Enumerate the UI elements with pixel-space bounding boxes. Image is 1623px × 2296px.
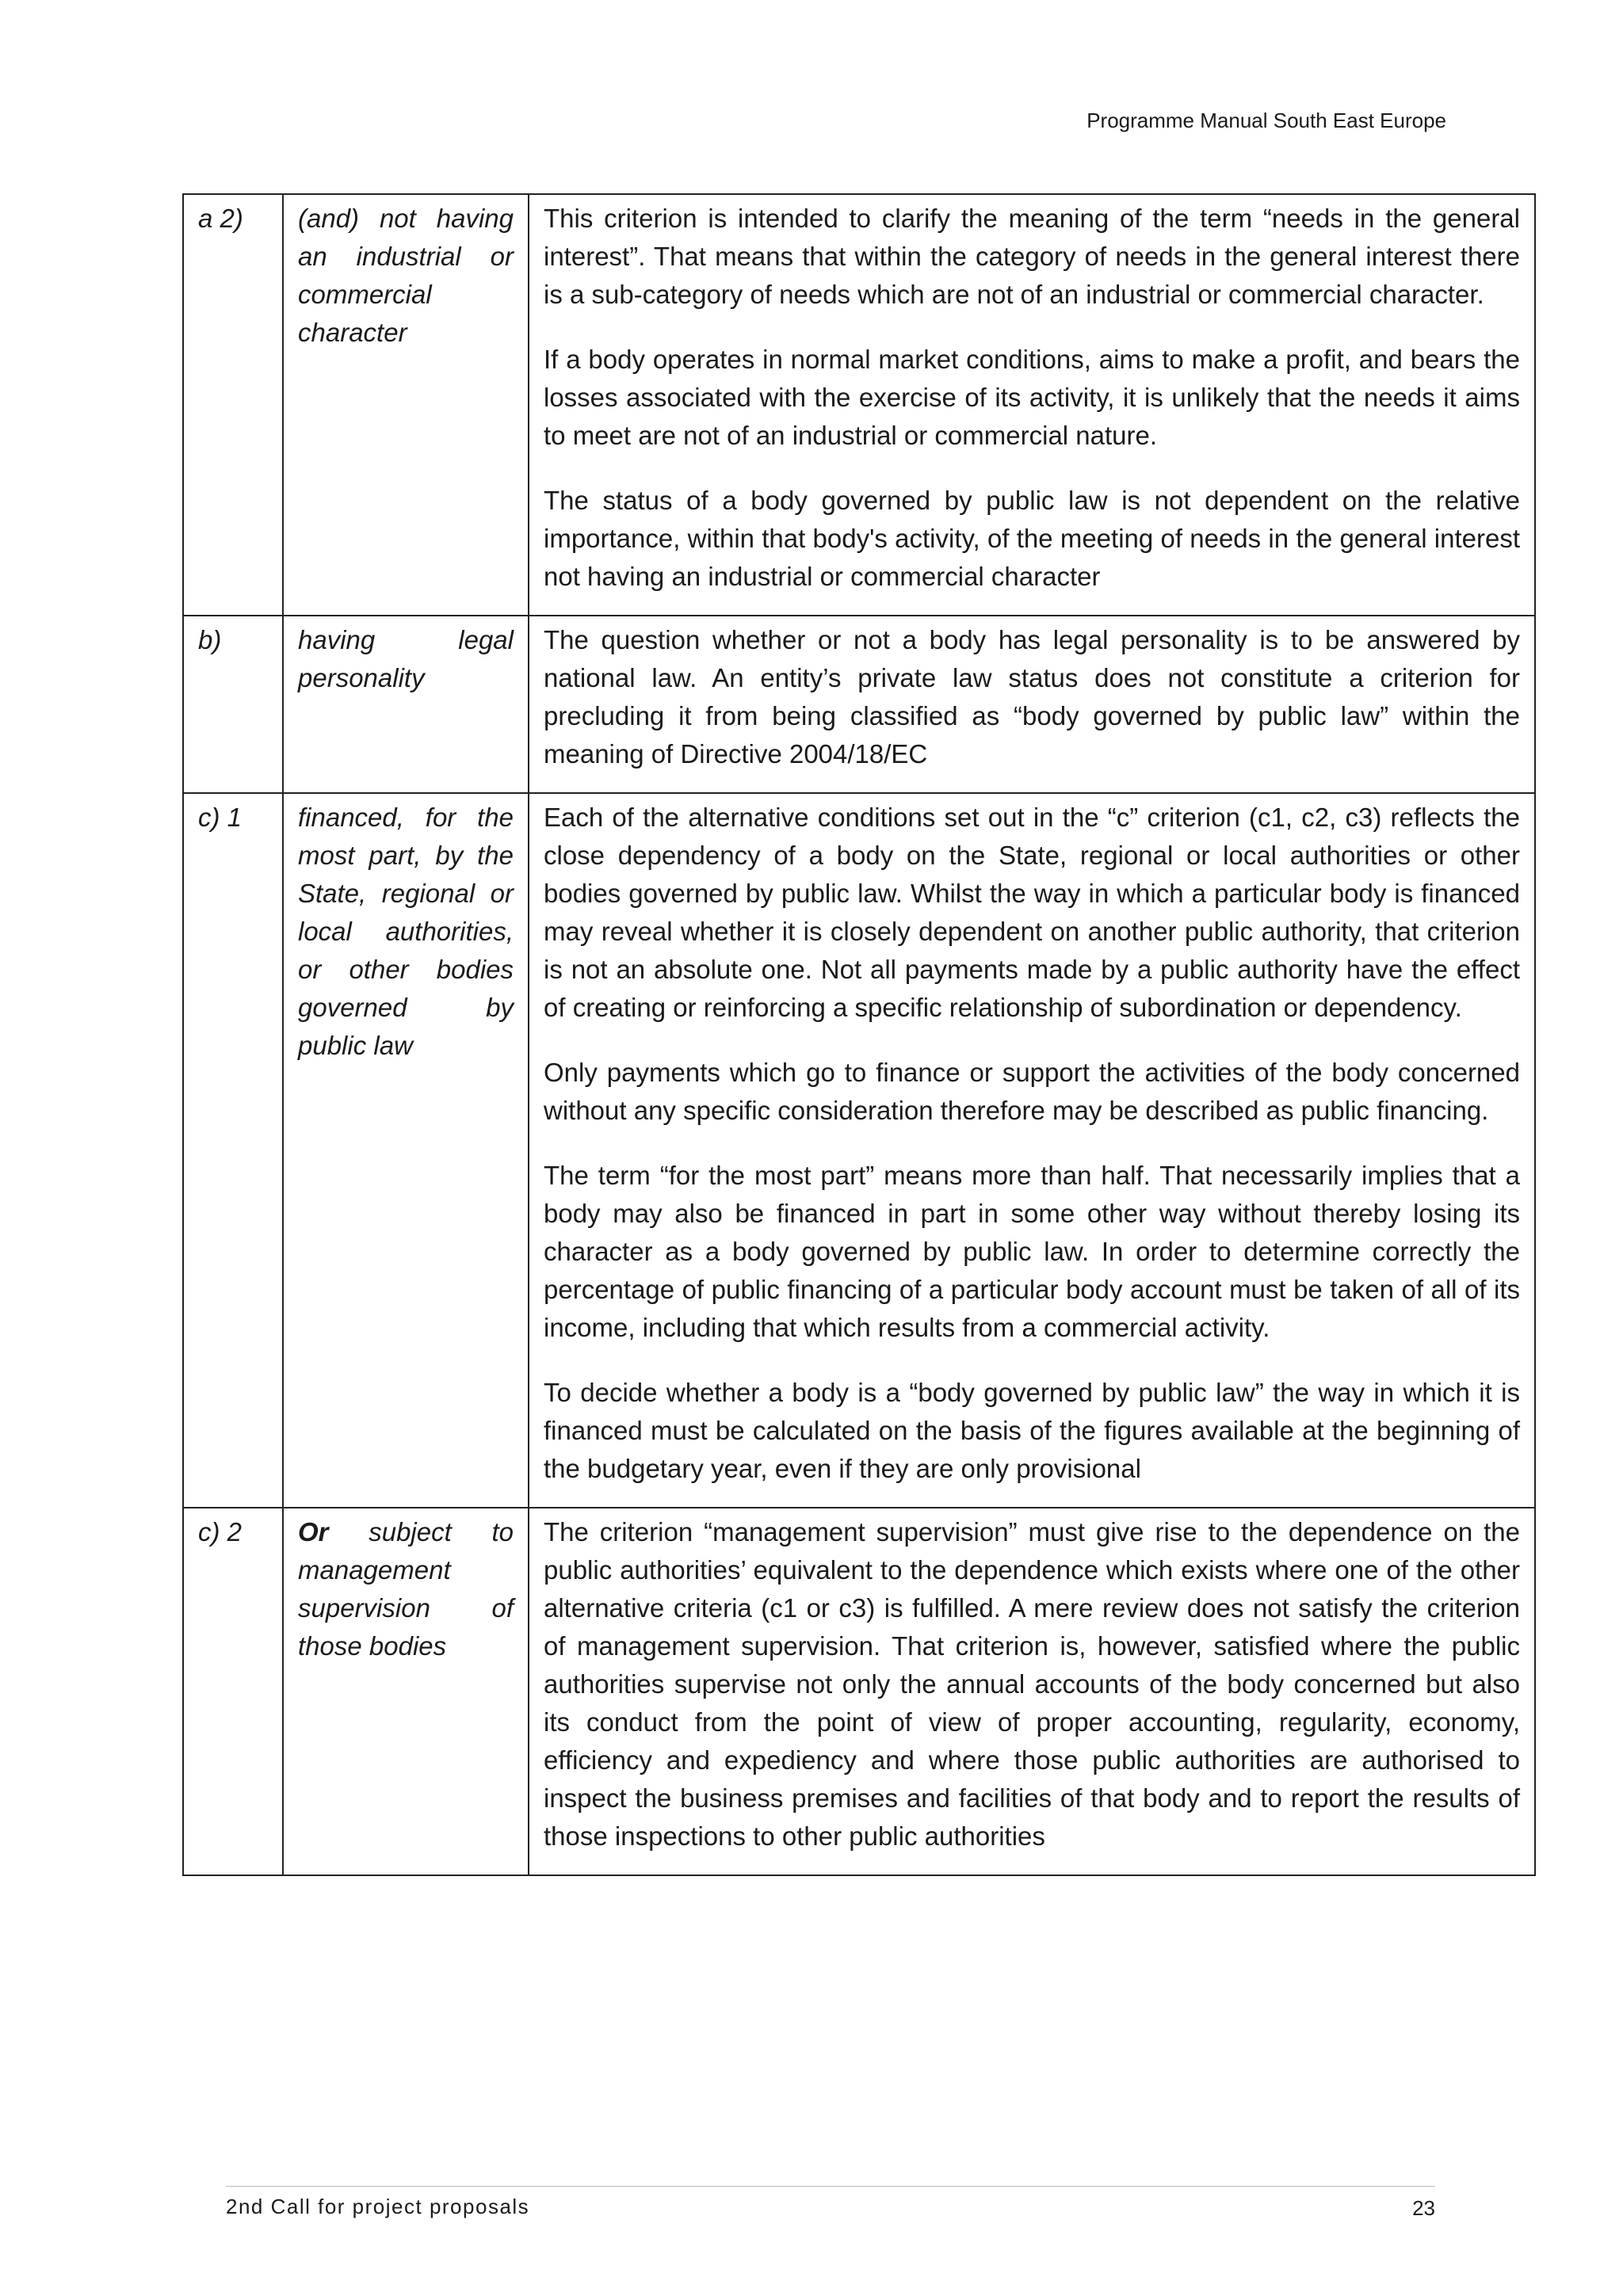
criterion-code: c) 1 [183,793,283,1508]
table-row [183,793,1535,1508]
description-paragraph: This criterion is intended to clarify the meaning of the term “needs in the general interest”. That means that within the category of needs in the general interest there is a sub-category of needs which are not of an industrial or commercial character. [544,204,1520,309]
criterion-description [529,793,1535,1508]
description-paragraph: The criterion “management supervision” must give rise to the dependence on the public authorities’ equivalent to the dependence which exists where one of the other alternative criteria (c1 or c3) is fulfilled. A mere review does not satisfy the criterion of management supervision. That criterion is, however, satisfied where the public authorities supervise not only the annual accounts of the body concerned but also its conduct from the point of view of proper accounting, regularity, economy, efficiency and expediency and where those public authorities are authorised to inspect the business premises and facilities of that body and to report the results of those inspections to other public authorities [544,1517,1520,1851]
description-paragraph: Only payments which go to finance or support the activities of the body concerned without any specific consideration therefore may be described as public financing. [544,1058,1520,1125]
criterion-description [529,616,1535,793]
page-number: 23 [1412,2196,1435,2220]
criterion-label: (and) not having an industrial or commercial character [283,194,529,616]
criterion-label: financed, for the most part, by the State, regional or local authorities, or other bodies governed by public law [283,793,529,1508]
criterion-description [529,194,1535,616]
page-header: Programme Manual South East Europe [1086,109,1446,132]
criterion-label-emphasis: Or [298,1517,329,1547]
footer-call-title: 2nd Call for project proposals [226,2195,530,2218]
description-paragraph: Each of the alternative conditions set out in the “c” criterion (c1, c2, c3) reflects the close dependency of a body on the State, regional or local authorities or other bodies governed by public law. Whilst the way in which a particular body is financed may reveal whether it is closely dependent on another public authority, that criterion is not an absolute one. Not all payments made by a public authority have the effect of creating or reinforcing a specific relationship of subordination or dependency. [544,803,1520,1022]
description-paragraph: To decide whether a body is a “body governed by public law” the way in which it is financed must be calculated on the basis of the figures available at the beginning of the budgetary year, even if they are only provisional [544,1378,1520,1483]
criterion-label-text: subject to management supervision of those bodies [298,1517,514,1661]
table-row [183,194,1535,616]
criterion-code: c) 2 [183,1508,283,1875]
description-paragraph: If a body operates in normal market conditions, aims to make a profit, and bears the losses associated with the exercise of its activity, it is unlikely that the needs it aims to meet are not of an industrial or commercial nature. [544,345,1520,450]
table-row [183,1508,1535,1875]
criteria-table [182,193,1536,1876]
description-paragraph: The term “for the most part” means more than half. That necessarily implies that a body may also be financed in part in some other way without thereby losing its character as a body governed by public law. In order to determine correctly the percentage of public financing of a particular body account must be taken of all of its income, including that which results from a commercial activity. [544,1161,1520,1342]
criterion-label: having legal personality [283,616,529,793]
criterion-description [529,1508,1535,1875]
criterion-label [283,1508,529,1875]
criterion-code: b) [183,616,283,793]
table-row [183,616,1535,793]
page-footer [226,2186,1435,2219]
description-paragraph: The question whether or not a body has legal personality is to be answered by national law. An entity’s private law status does not constitute a criterion for precluding it from being classified as “body governed by public law” within the meaning of Directive 2004/18/EC [544,625,1520,769]
description-paragraph: The status of a body governed by public law is not dependent on the relative importance, within that body's activity, of the meeting of needs in the general interest not having an industrial or commercial character [544,486,1520,591]
criterion-code: a 2) [183,194,283,616]
